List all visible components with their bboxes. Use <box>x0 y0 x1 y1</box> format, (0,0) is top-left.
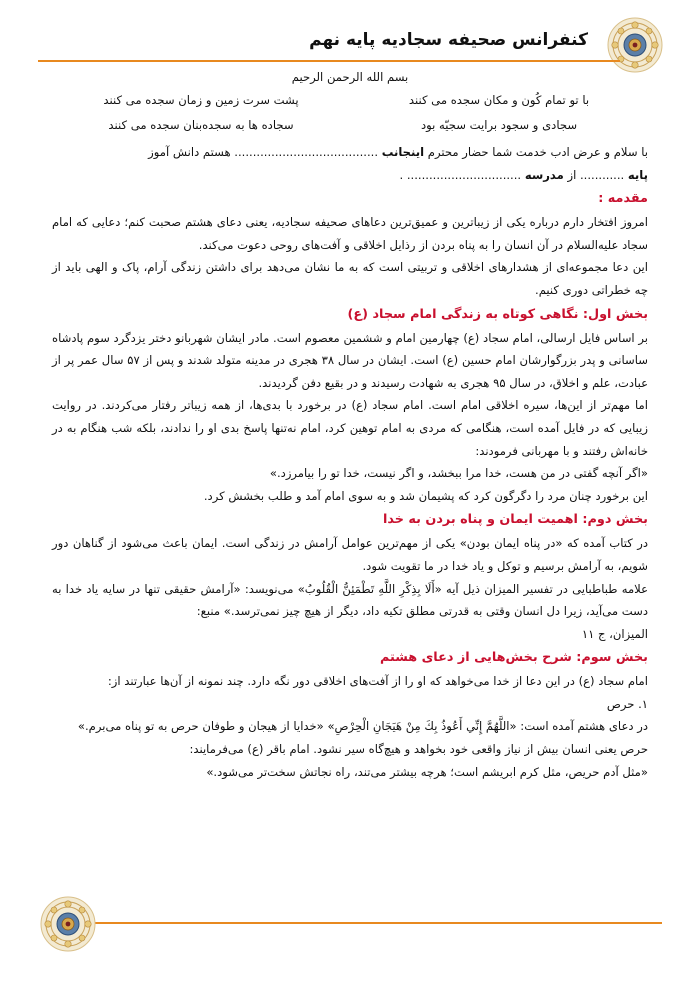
poem <box>52 88 648 138</box>
greeting-text: ............ از <box>563 167 628 182</box>
list-item: ۱. حرص <box>606 696 648 711</box>
greeting-line <box>52 141 648 164</box>
greeting-bold: پایه <box>627 167 648 182</box>
paragraph: علامه طباطبایی در تفسیر المیزان ذیل آیه «أَلَا بِذِكْرِ اللَّهِ تَطْمَئِنُّ الْقُلُوبُ» می‌نویسد: «آرامش حقیقی تنها در سایه یاد خدا به دست می‌آید، زیرا دل انسان وقتی به قدرتی مطلق تکیه داد، دیگر از هیچ چیز نمی‌ترسد.» منبع: <box>52 581 648 619</box>
quote: «مثل آدم حریص، مثل کرم ابریشم است؛ هرچه بیشتر می‌تند، راه نجاتش سخت‌تر می‌شود.» <box>206 764 648 779</box>
greeting-text: ............................... . <box>399 167 525 182</box>
paragraph: در کتاب آمده که «در پناه ایمان بودن» یکی از مهم‌ترین عوامل آرامش در زندگی است. ایمان باعث می‌شود از گناهان دور شویم، به آرامش برسیم و توکل و یاد خدا در ما تقویت شود. <box>52 536 648 573</box>
source-reference: المیزان، ج ۱۱ <box>581 626 648 641</box>
rosette-ornament-icon <box>607 17 663 73</box>
intro-heading: مقدمه : <box>598 191 648 207</box>
poem-hemistich: سجاده ها به سجده‌بنان سجده می کنند <box>108 118 294 132</box>
header-title: کنفرانس صحیفه سجادیه پایه نهم <box>309 30 588 50</box>
greeting-text: ....................................... هستم دانش آموز <box>148 145 382 159</box>
poem-verse <box>52 88 648 113</box>
document-body <box>52 66 648 783</box>
paragraph: حرص یعنی انسان بیش از نیاز واقعی خود بخواهد و هیچ‌گاه سیر نشود. امام باقر (ع) می‌فرمایند: <box>189 742 648 757</box>
paragraph: بر اساس فایل ارسالی، امام سجاد (ع) چهارمین امام و ششمین معصوم است. مادر ایشان شهربانو دختر یزدگرد سوم پادشاه ساسانی و پدر بزرگوارشان امام حسین (ع) است. ایشان در سال ۳۸ هجری در مدینه متولد شدند و پس از ۵۷ سال عمر پر از عبادت، علم و اخلاق، در سال ۹۵ هجری به شهادت رسیدند و در بقیع دفن گردیدند. <box>52 330 648 390</box>
paragraph: این برخورد چنان مرد را دگرگون کرد که پشیمان شد و به سوی امام آمد و طلب بخشش کرد. <box>203 488 648 503</box>
poem-hemistich: با تو تمام کُون و مکان سجده می کنند <box>408 93 590 107</box>
paragraph: در دعای هشتم آمده است: «اللَّهُمَّ إِنِّي أَعُوذُ بِكَ مِنْ هَيَجَانِ الْحِرْصِ» «خدایا از هیجان و طوفان حرص به تو پناه می‌برم.» <box>77 719 648 734</box>
greeting-line <box>52 164 648 187</box>
section-heading: بخش سوم: شرح بخش‌هایی از دعای هشتم <box>379 650 648 666</box>
section-heading: بخش اول: نگاهی کوتاه به زندگی امام سجاد (ع) <box>347 306 648 322</box>
section-heading: بخش دوم: اهمیت ایمان و پناه بردن به خدا <box>382 512 648 528</box>
footer-divider <box>80 922 662 924</box>
paragraph: امام سجاد (ع) در این دعا از خدا می‌خواهد که او را از آفت‌های اخلاقی دور نگه دارد. چند نمونه از آن‌ها عبارتند از: <box>107 674 648 689</box>
greeting-bold: اینجانب <box>381 145 425 159</box>
paragraph: این دعا مجموعه‌ای از هشدارهای اخلاقی و تربیتی است که به ما نشان می‌دهد برای داشتن زندگی آرام، پاک و الهی باید از چه خطراتی دوری کنیم. <box>52 260 648 297</box>
poem-hemistich: سجادی و سجود برایت سجیّه بود <box>420 118 578 132</box>
greeting-bold: مدرسه <box>524 167 564 182</box>
greeting <box>52 141 648 186</box>
header-divider <box>38 60 620 62</box>
greeting-text: با سلام و عرض ادب خدمت شما حضار محترم <box>424 145 648 159</box>
bismillah: بسم الله الرحمن الرحیم <box>291 70 409 84</box>
paragraph: امروز افتخار دارم درباره یکی از زیباترین و عمیق‌ترین دعاهای صحیفه سجادیه، یعنی دعای هشتم صحبت کنم؛ دعایی که امام سجاد علیه‌السلام در آن انسان را به پناه بردن از رذایل اخلاقی و آفت‌های روحی دعوت می‌کند. <box>52 215 648 252</box>
quote: «اگر آنچه گفتی در من هست، خدا مرا ببخشد، و اگر نیست، خدا تو را بیامرزد.» <box>269 466 648 481</box>
paragraph: اما مهم‌تر از این‌ها، سیره اخلاقی امام است. امام سجاد (ع) در برخورد با بدی‌ها، از همه زیباتر رفتار می‌کردند. در روایت زیبایی که در فایل آمده است، هنگامی که مردی به امام توهین کرد، امام نه‌تنها پاسخ بدی او را ندادند، بلکه شب هنگام به در خانه‌اش رفتند و با مهربانی فرمودند: <box>52 398 648 458</box>
poem-verse <box>52 113 648 138</box>
poem-hemistich: پشت سرت زمین و زمان سجده می کنند <box>103 93 299 107</box>
rosette-ornament-icon <box>40 896 96 952</box>
